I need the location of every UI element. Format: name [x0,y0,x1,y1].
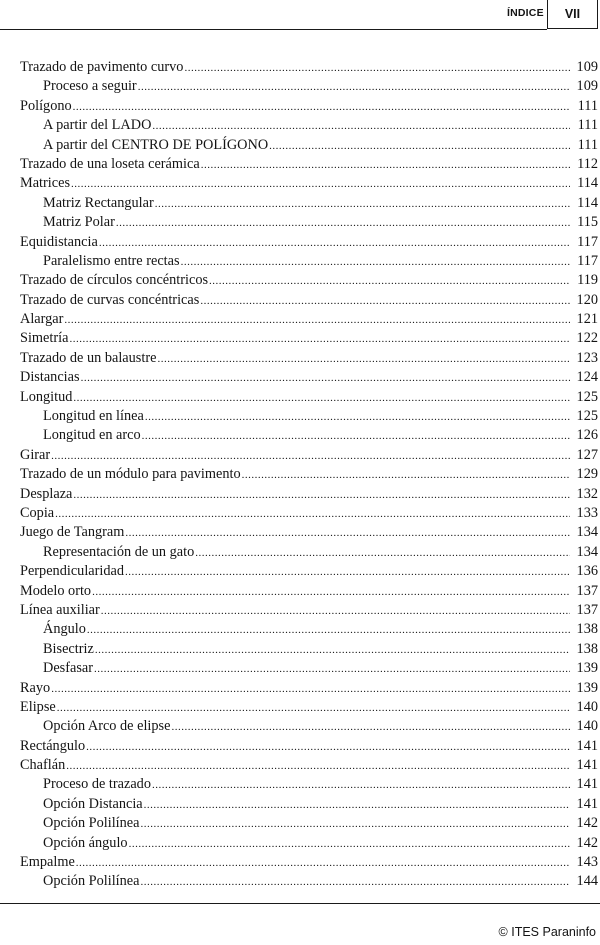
toc-entry-page: 137 [576,582,598,599]
copyright-notice: © ITES Paraninfo [498,925,596,939]
toc-entry-page: 122 [576,330,598,347]
dot-leader [73,486,570,505]
dot-leader [157,350,570,369]
dot-leader [129,835,570,854]
toc-entry [20,310,598,329]
dot-leader [145,408,570,427]
toc-entry [20,523,598,542]
toc-entry-page: 141 [576,795,598,812]
toc-entry-title: Trazado de pavimento curvo [20,59,184,75]
dot-leader [101,602,570,621]
dot-leader [171,718,570,737]
toc-entry [20,698,598,717]
dot-leader [142,427,570,446]
toc-entry-title: Matriz Polar [43,214,115,231]
toc-entry [20,775,598,794]
dot-leader [99,234,570,253]
toc-entry-title: Rayo [20,679,51,696]
dot-leader [66,757,570,776]
dot-leader [125,524,570,543]
toc-entry-title: Longitud en arco [43,427,141,444]
toc-entry-title: Alargar [20,311,64,328]
toc-entry [20,485,598,504]
toc-entry-page: 134 [576,524,598,541]
toc-entry-title: Rectángulo [20,737,86,754]
toc-entry [20,407,598,426]
toc-entry [20,174,598,193]
dot-leader [73,98,570,117]
toc-entry-title: Línea auxiliar [20,601,100,618]
toc-entry-title: Trazado de curvas concéntricas [20,291,200,308]
toc-entry [20,814,598,833]
toc-entry-page: 129 [576,466,598,483]
toc-entry-page: 125 [576,408,598,425]
dot-leader [86,738,570,757]
toc-entry [20,679,598,698]
toc-entry-title: Representación de un gato [43,543,195,560]
toc-entry [20,737,598,756]
toc-entry [20,446,598,465]
toc-entry [20,194,598,213]
toc-entry-title: Opción ángulo [43,834,128,851]
toc-entry-title: Modelo orto [20,582,92,599]
toc-entry-page: 137 [576,601,598,618]
toc-entry-page: 140 [576,718,598,735]
toc-entry [20,853,598,872]
toc-entry-title: Matrices [20,175,71,192]
toc-entry-page: 143 [576,854,598,871]
toc-entry-page: 117 [577,233,598,250]
toc-entry-page: 120 [576,291,598,308]
dot-leader [87,621,570,640]
dot-leader [184,59,570,78]
toc-entry-page: 111 [577,117,598,134]
toc-entry [20,271,598,290]
toc-entry-title: Proceso a seguir [43,78,137,95]
dot-leader [71,175,570,194]
toc-entry-page: 123 [576,349,598,366]
dot-leader [51,447,570,466]
page-header [0,0,600,40]
toc-entry-title: Simetría [20,330,69,347]
dot-leader [94,660,570,679]
toc-entry [20,640,598,659]
toc-entry-page: 109 [576,59,598,75]
toc-entry-page: 111 [577,136,598,153]
dot-leader [152,776,570,795]
dot-leader [95,641,570,660]
toc-entry-title: Matriz Rectangular [43,194,154,211]
toc-entry-page: 139 [576,660,598,677]
dot-leader [209,272,570,291]
dot-leader [116,214,570,233]
dot-leader [269,137,570,156]
toc-entry-page: 127 [576,446,598,463]
toc-entry-page: 124 [576,369,598,386]
toc-entry [20,582,598,601]
toc-entry [20,136,598,155]
toc-entry [20,368,598,387]
toc-entry-title: Trazado de círculos concéntricos [20,272,209,289]
dot-leader [141,873,571,892]
footer-rule [0,903,600,904]
toc-entry [20,349,598,368]
toc-entry-title: Opción Polilínea [43,815,140,832]
toc-entry [20,465,598,484]
toc-entry-page: 121 [576,311,598,328]
toc-entry-title: Bisectriz [43,640,94,657]
dot-leader [144,796,570,815]
toc-entry-page: 126 [576,427,598,444]
toc-entry-page: 142 [576,815,598,832]
toc-entry-title: Girar [20,446,51,463]
toc-entry [20,291,598,310]
dot-leader [76,854,570,873]
toc-entry-title: Trazado de una loseta cerámica [20,155,200,172]
toc-entry [20,213,598,232]
toc-entry [20,756,598,775]
toc-entry-title: Equidistancia [20,233,98,250]
toc-entry [20,795,598,814]
dot-leader [125,563,570,582]
toc-entry [20,116,598,135]
toc-entry-page: 119 [577,272,598,289]
toc-entry-page: 141 [576,776,598,793]
toc-entry-title: Desplaza [20,485,73,502]
toc-entry-page: 114 [577,194,598,211]
toc-entry-title: Empalme [20,854,75,871]
table-of-contents [20,58,598,892]
toc-entry [20,77,598,96]
toc-entry-title: Distancias [20,369,80,386]
toc-entry [20,659,598,678]
dot-leader [55,505,570,524]
toc-entry [20,388,598,407]
toc-entry-page: 125 [576,388,598,405]
dot-leader [57,699,570,718]
toc-entry [20,252,598,271]
toc-entry-page: 138 [576,640,598,657]
dot-leader [155,195,570,214]
toc-entry-title: Polígono [20,97,72,114]
toc-entry-title: Proceso de trazado [43,776,151,793]
toc-entry [20,601,598,620]
toc-entry [20,426,598,445]
toc-entry-title: Juego de Tangram [20,524,125,541]
toc-entry-title: Elipse [20,698,56,715]
toc-entry-page: 134 [576,543,598,560]
toc-entry-page: 112 [577,155,598,172]
dot-leader [51,680,570,699]
toc-entry-page: 142 [576,834,598,851]
dot-leader [138,78,570,97]
toc-entry [20,155,598,174]
toc-entry-title: Paralelismo entre rectas [43,252,180,269]
header-rule [0,29,547,30]
toc-entry-page: 111 [577,97,598,114]
toc-entry-page: 114 [577,175,598,192]
toc-entry-title: A partir del LADO [43,117,152,134]
toc-entry [20,504,598,523]
dot-leader [242,466,570,485]
toc-entry [20,872,598,891]
toc-entry [20,58,598,77]
toc-entry-title: Desfasar [43,660,94,677]
dot-leader [200,292,570,311]
dot-leader [92,583,570,602]
toc-entry [20,717,598,736]
toc-entry-title: Copia [20,504,55,521]
toc-entry-title: Longitud en línea [43,408,144,425]
toc-entry-title: Trazado de un balaustre [20,349,157,366]
toc-entry-page: 115 [577,214,598,231]
toc-entry-page: 132 [576,485,598,502]
toc-entry-page: 117 [577,252,598,269]
toc-entry-title: Trazado de un módulo para pavimento [20,466,241,483]
page-number: VII [564,7,581,21]
toc-entry-page: 139 [576,679,598,696]
toc-entry-title: Longitud [20,388,73,405]
toc-entry-page: 141 [576,757,598,774]
toc-entry-page: 136 [576,563,598,580]
toc-entry-title: Opción Polilínea [43,873,140,890]
toc-entry-page: 109 [576,78,598,95]
dot-leader [201,156,570,175]
toc-entry [20,329,598,348]
dot-leader [73,389,570,408]
toc-entry [20,233,598,252]
toc-entry-title: Perpendicularidad [20,563,125,580]
dot-leader [81,369,570,388]
toc-entry [20,543,598,562]
dot-leader [64,311,570,330]
dot-leader [141,815,571,834]
toc-entry-title: Ángulo [43,621,86,638]
toc-entry-title: Chaflán [20,757,66,774]
toc-entry [20,834,598,853]
dot-leader [195,544,570,563]
dot-leader [69,330,570,349]
toc-entry-title: Opción Arco de elipse [43,718,171,735]
toc-entry-title: A partir del CENTRO DE POLÍGONO [43,136,269,153]
toc-entry [20,620,598,639]
page-footer [0,903,600,945]
toc-entry-page: 140 [576,698,598,715]
toc-entry-page: 144 [576,873,598,890]
section-label: ÍNDICE [507,7,544,19]
dot-leader [181,253,570,272]
toc-entry-page: 138 [576,621,598,638]
toc-entry-title: Opción Distancia [43,795,143,812]
toc-entry [20,97,598,116]
toc-entry [20,562,598,581]
dot-leader [152,117,570,136]
page-number-box [547,0,598,29]
toc-entry-page: 133 [576,504,598,521]
toc-entry-page: 141 [576,737,598,754]
